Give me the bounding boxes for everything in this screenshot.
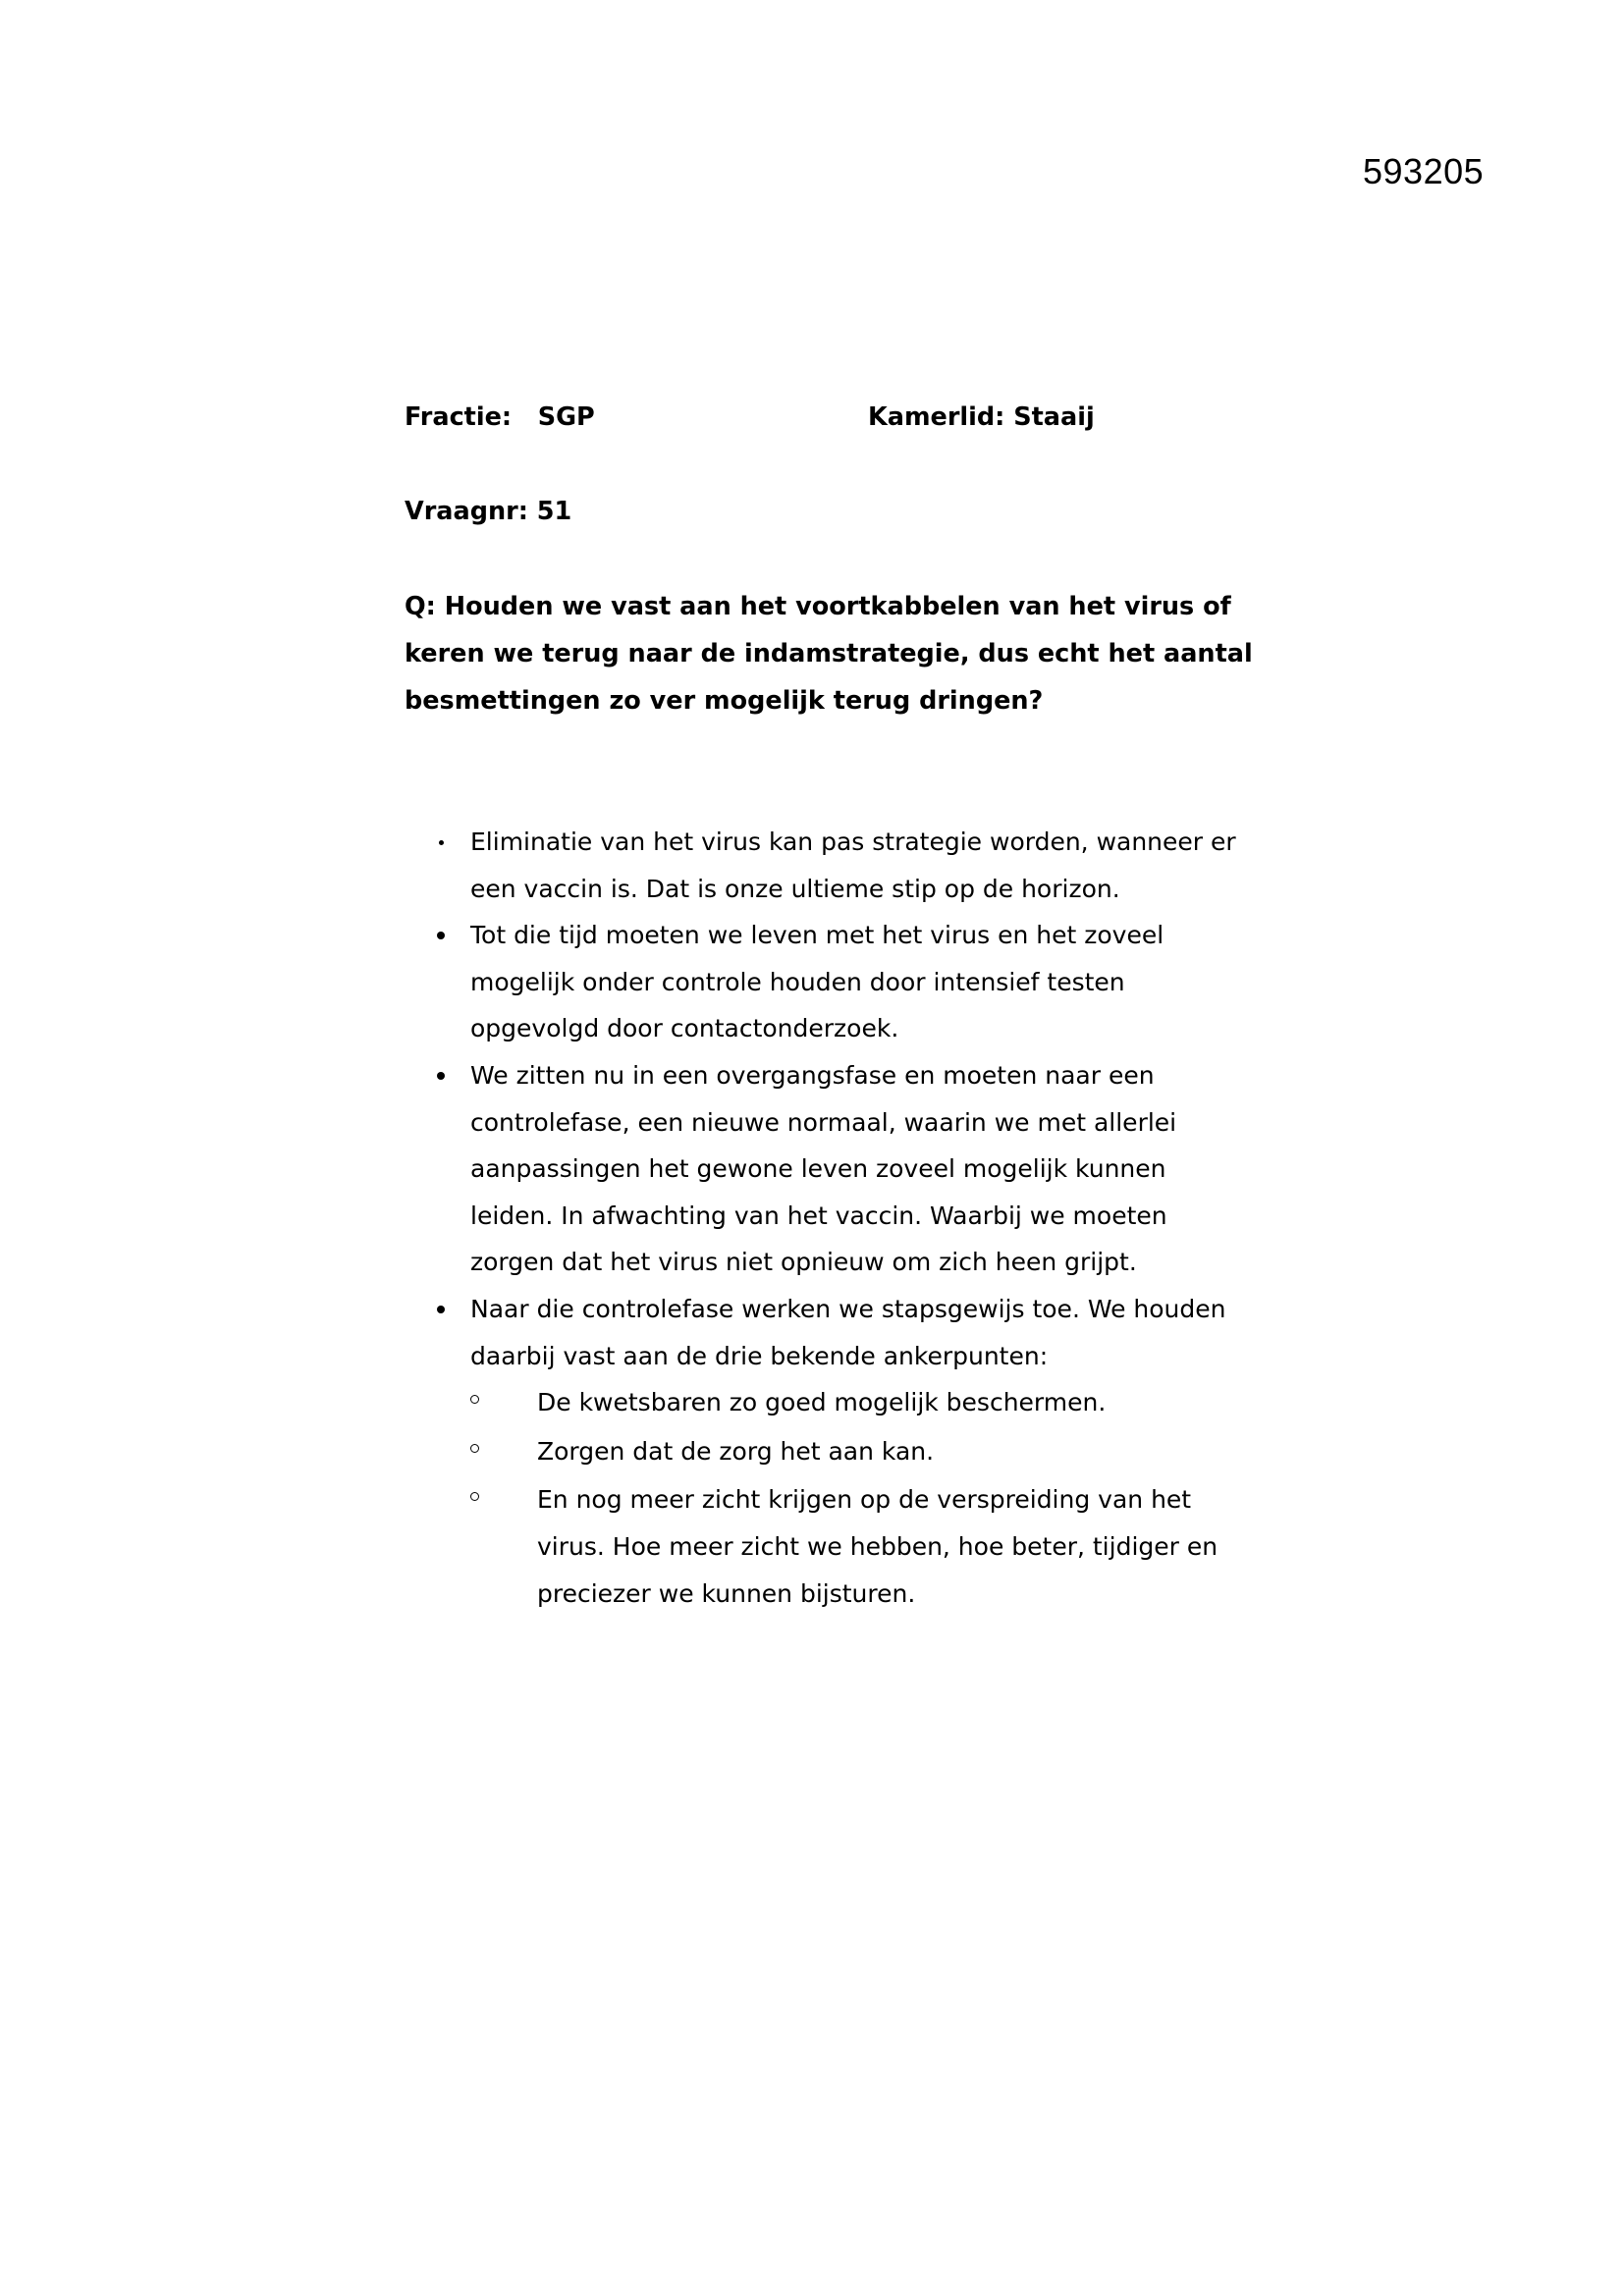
circle-bullet-icon: [470, 1444, 479, 1453]
question-text: Q: Houden we vast aan het voortkabbelen van het virus of keren we terug naar de indamstrategie, dus echt het aantal besmettingen zo ver mogelijk terug dringen?: [405, 592, 1253, 716]
bullet-item: [405, 819, 1249, 912]
bullet-icon: [437, 1306, 445, 1313]
bullet-text: Tot die tijd moeten we leven met het virus en het zoveel mogelijk onder controle houden door intensief testen opgevolgd door contactonderzoek.: [470, 921, 1164, 1043]
vraagnr-value: 51: [536, 497, 572, 526]
bullet-item: [405, 912, 1249, 1052]
answer-section: [405, 819, 1249, 1619]
sub-bullet-item: [470, 1476, 1249, 1617]
bullet-text: Eliminatie van het virus kan pas strategie worden, wanneer er een vaccin is. Dat is onze ultieme stip op de horizon.: [470, 828, 1236, 903]
circle-bullet-icon: [470, 1395, 479, 1404]
bullet-text: We zitten nu in een overgangsfase en moeten naar een controlefase, een nieuwe normaal, waarin we met allerlei aanpassingen het gewone leven zoveel mogelijk kunnen leiden. In afwachting van het vaccin. Waarbij we moeten zorgen dat het virus niet opnieuw om zich heen grijpt.: [470, 1060, 1177, 1277]
bullet-icon: [437, 1072, 445, 1080]
answer-bullet-list: [405, 819, 1249, 1617]
kamerlid-field: [868, 402, 1095, 432]
bullet-text: Naar die controlefase werken we stapsgewijs toe. We houden daarbij vast aan de drie bekende ankerpunten:: [470, 1294, 1226, 1370]
bullet-item: [405, 1286, 1249, 1617]
sub-bullet-item: [470, 1379, 1249, 1426]
vraagnr-label: Vraagnr:: [405, 497, 528, 526]
vraagnr-field: [405, 497, 571, 526]
document-number: 593205: [1363, 151, 1485, 191]
kamerlid-value: Staaij: [1013, 402, 1095, 432]
bullet-icon: [437, 932, 445, 939]
sub-bullet-text: Zorgen dat de zorg het aan kan.: [537, 1436, 935, 1466]
sub-bullet-list: [470, 1379, 1249, 1617]
meta-row: [405, 402, 1288, 442]
sub-bullet-text: De kwetsbaren zo goed mogelijk beschermen.: [537, 1388, 1107, 1417]
sub-bullet-text: En nog meer zicht krijgen op de verspreiding van het virus. Hoe meer zicht we hebben, hoe beter, tijdiger en preciezer we kunnen bijsturen.: [537, 1485, 1218, 1608]
bullet-icon: [439, 840, 444, 845]
fractie-field: [405, 402, 595, 432]
sub-bullet-item: [470, 1428, 1249, 1475]
fractie-label: Fractie:: [405, 402, 513, 432]
circle-bullet-icon: [470, 1492, 479, 1501]
bullet-item: [405, 1052, 1249, 1286]
fractie-value: SGP: [537, 402, 595, 432]
kamerlid-label: Kamerlid:: [868, 402, 1005, 432]
